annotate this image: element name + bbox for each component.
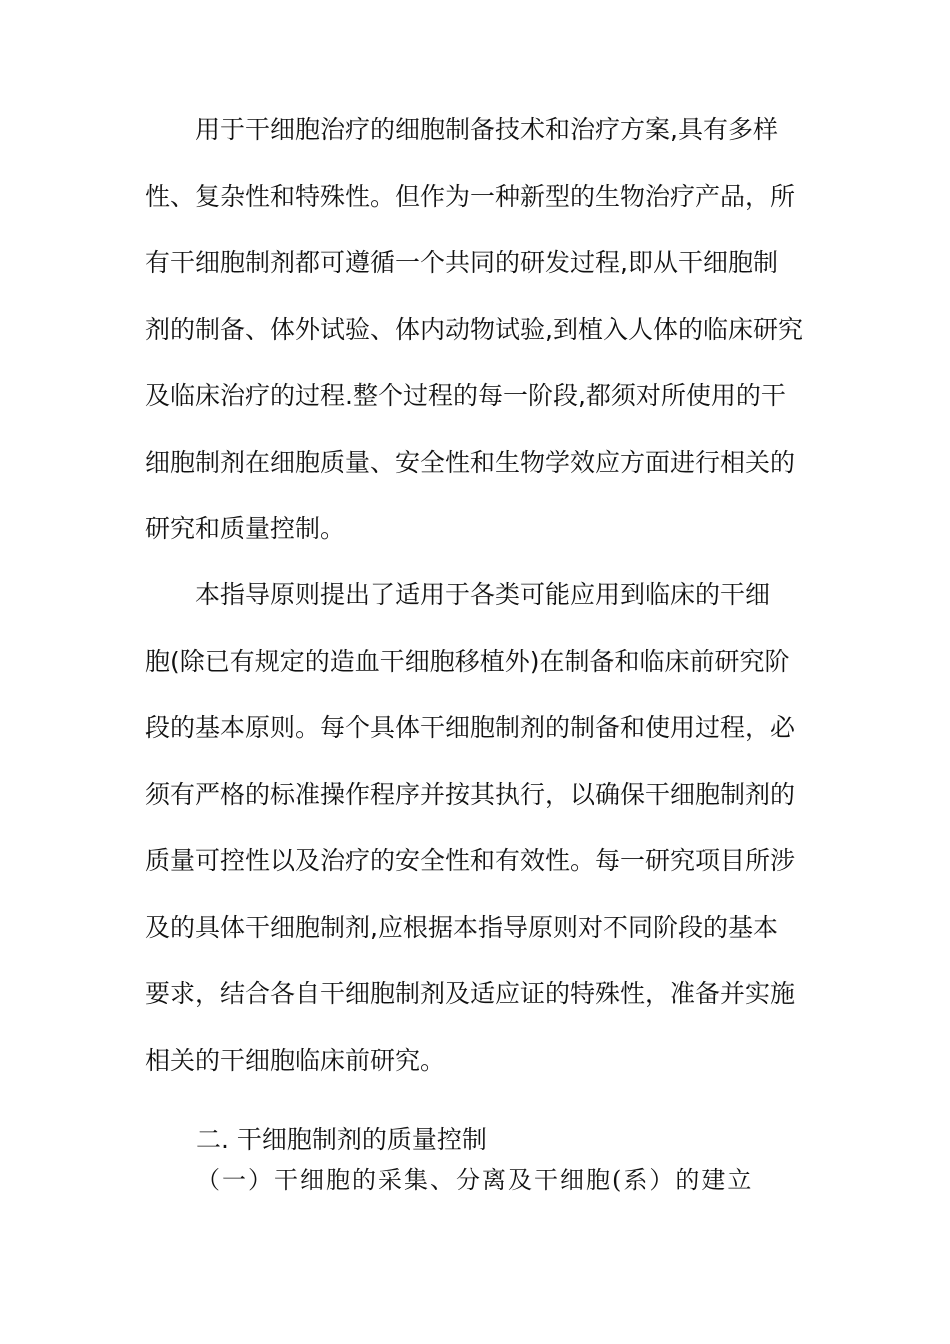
body-paragraph-2: 本指导原则提出了适用于各类可能应用到临床的干细 胞(除已有规定的造血干细胞移植外)在制备和临床前研究阶 段的基本原则。每个具体干细胞制剂的制备和使用过程，必 须有严格的标准操作程序并按其执行，以确保干细胞制剂的 质量可控性以及治疗的安全性和有效性。每一研究项目所涉 及的具体干细胞制剂,应根据本指导原则对不同阶段的基本 要求，结合各自干细胞制剂及适应证的特殊性，准备并实施 相关的干细胞临床前研究。 — [145, 580, 796, 1075]
subsection-heading: （一）干细胞的采集、分离及干细胞(系）的建立 — [196, 1166, 754, 1194]
section-heading: 二. 干细胞制剂的质量控制 — [196, 1125, 487, 1154]
body-paragraph-1: 用于干细胞治疗的细胞制备技术和治疗方案,具有多样 性、复杂性和特殊性。但作为一种新型的生物治疗产品，所 有干细胞制剂都可遵循一个共同的研发过程,即从干细胞制 剂的制备、体外试验、体内动物试验,到植入人体的临床研究 及临床治疗的过程.整个过程的每一阶段,都须对所使用的干 细胞制剂在细胞质量、安全性和生物学效应方面进行相关的 研究和质量控制。 — [145, 115, 803, 543]
